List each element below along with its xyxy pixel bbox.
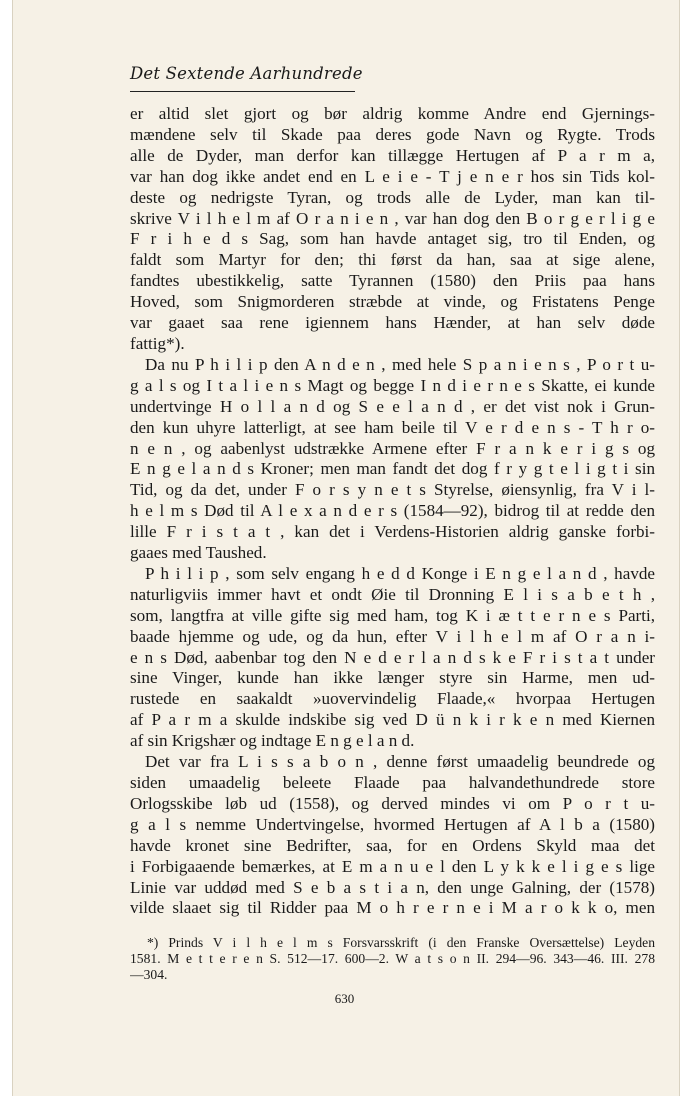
text-line: er altid slet gjort og bør aldrig komme Andre end Gjernings-: [130, 104, 655, 123]
text-line: undertvinge H o l l a n d og S e e l a n d , er det vist nok i Grun-: [130, 396, 655, 416]
footnote-line: —304.: [130, 967, 168, 982]
text-line: F r i h e d s Sag, som han havde antaget sig, tro til Enden, og: [130, 229, 655, 249]
text-line: h e l m s Død til A l e x a n d e r s (1584—92), bidrog til at redde den: [130, 501, 655, 521]
text-line: mændene selv til Skade paa deres gode Navn og Rygte. Trods: [130, 124, 655, 144]
text-line: n e n , og aabenlyst udstrække Armene efter F r a n k e r i g s og: [130, 438, 655, 458]
text-line: g a l s nemme Undertvingelse, hvormed Hertugen af A l b a (1580): [130, 814, 655, 834]
text-line: alle de Dyder, man derfor kan tillægge Hertugen af P a r m a,: [130, 145, 655, 165]
text-line: E n g e l a n d s Kroner; men man fandt det dog f r y g t e l i g t i sin: [130, 459, 655, 479]
text-line: skrive V i l h e l m af O r a n i e n , var han dog den B o r g e r l i g e: [130, 208, 655, 228]
text-line: naturligviis immer havt et ondt Øie til Dronning E l i s a b e t h ,: [130, 584, 655, 604]
text-line: faldt som Martyr for den; thi først da han, saa at sige alene,: [130, 250, 655, 270]
text-line: deste og nedrigste Tyran, og trods alle de Lyder, man kan til-: [130, 187, 655, 207]
text-line: Orlogsskibe løb ud (1558), og derved mindes vi om P o r t u-: [130, 793, 655, 813]
text-line: vilde slaaet sig til Ridder paa M o h r e r n e i M a r o k k o, men: [130, 898, 655, 918]
text-line: fattig*).: [130, 333, 185, 353]
footnote-line: *) Prinds V i l h e l m s Forsvarsskrift (i den Franske Oversættelse) Leyden: [147, 935, 655, 950]
text-line: P h i l i p , som selv engang h e d d Konge i E n g e l a n d , havde: [145, 563, 655, 583]
text-line: var han dog ikke andet end en L e i e - T j e n e r hos sin Tids kol-: [130, 166, 655, 186]
text-line: af P a r m a skulde indskibe sig ved D ü n k i r k e n med Kiernen: [130, 710, 655, 730]
body-text: [130, 104, 655, 919]
text-line: Det var fra L i s s a b o n , denne først umaadelig beundrede og: [145, 752, 655, 772]
text-line: Hoved, som Snigmorderen stræbde at vinde, og Fristatens Penge: [130, 292, 655, 312]
running-head: Det Sextende Aarhundrede: [130, 64, 363, 83]
text-line: var gaaet saa rene igiennem hans Hænder, at han selv døde: [130, 313, 655, 333]
text-line: siden umaadelig beleete Flaade paa halvandethundrede store: [130, 773, 655, 792]
footnote: [130, 935, 655, 983]
footnote-line: 1581. M e t t e r e n S. 512—17. 600—2. W a t s o n II. 294—96. 343—46. III. 278: [130, 951, 655, 966]
text-line: fandtes ubestikkelig, satte Tyrannen (1580) den Priis paa hans: [130, 271, 655, 291]
text-line: af sin Krigshær og indtage E n g e l a n d.: [130, 731, 415, 751]
book-page: [12, 0, 680, 1096]
text-line: Tid, og da det, under F o r s y n e t s Styrelse, øiensynlig, fra V i l-: [130, 480, 655, 500]
text-line: lille F r i s t a t , kan det i Verdens-Historien aldrig ganske forbi-: [130, 522, 655, 542]
text-line: rustede en saakaldt »uovervindelig Flaade,« hvorpaa Hertugen: [130, 689, 655, 709]
text-line: Da nu P h i l i p den A n d e n , med hele S p a n i e n s , P o r t u-: [145, 354, 655, 374]
text-line: g a l s og I t a l i e n s Magt og begge I n d i e r n e s Skatte, ei kunde: [130, 375, 655, 395]
text-line: Linie var uddød med S e b a s t i a n, den unge Galning, der (1578): [130, 877, 655, 897]
page-number: 630: [334, 991, 355, 1006]
text-line: baade hjemme og ude, og da hun, efter V i l h e l m af O r a n i-: [130, 626, 655, 646]
text-line: som, langtfra at ville gifte sig med ham, tog K i æ t t e r n e s Parti,: [130, 605, 655, 625]
text-line: i Forbigaaende bemærkes, at E m a n u e l den L y k k e l i g e s lige: [130, 856, 655, 876]
text-line: den kun uhyre latterligt, at see ham beile til V e r d e n s - T h r o-: [130, 417, 655, 437]
text-line: havde kronet sine Bedrifter, saa, for en Ordens Skyld maa det: [130, 835, 655, 855]
text-line: e n s Død, aabenbar tog den N e d e r l a n d s k e F r i s t a t under: [130, 647, 655, 667]
text-line: gaaes med Taushed.: [130, 543, 267, 563]
text-line: sine Vinger, kunde han ikke længer styre sin Harme, men ud-: [130, 668, 655, 688]
running-head-rule: [130, 91, 355, 92]
